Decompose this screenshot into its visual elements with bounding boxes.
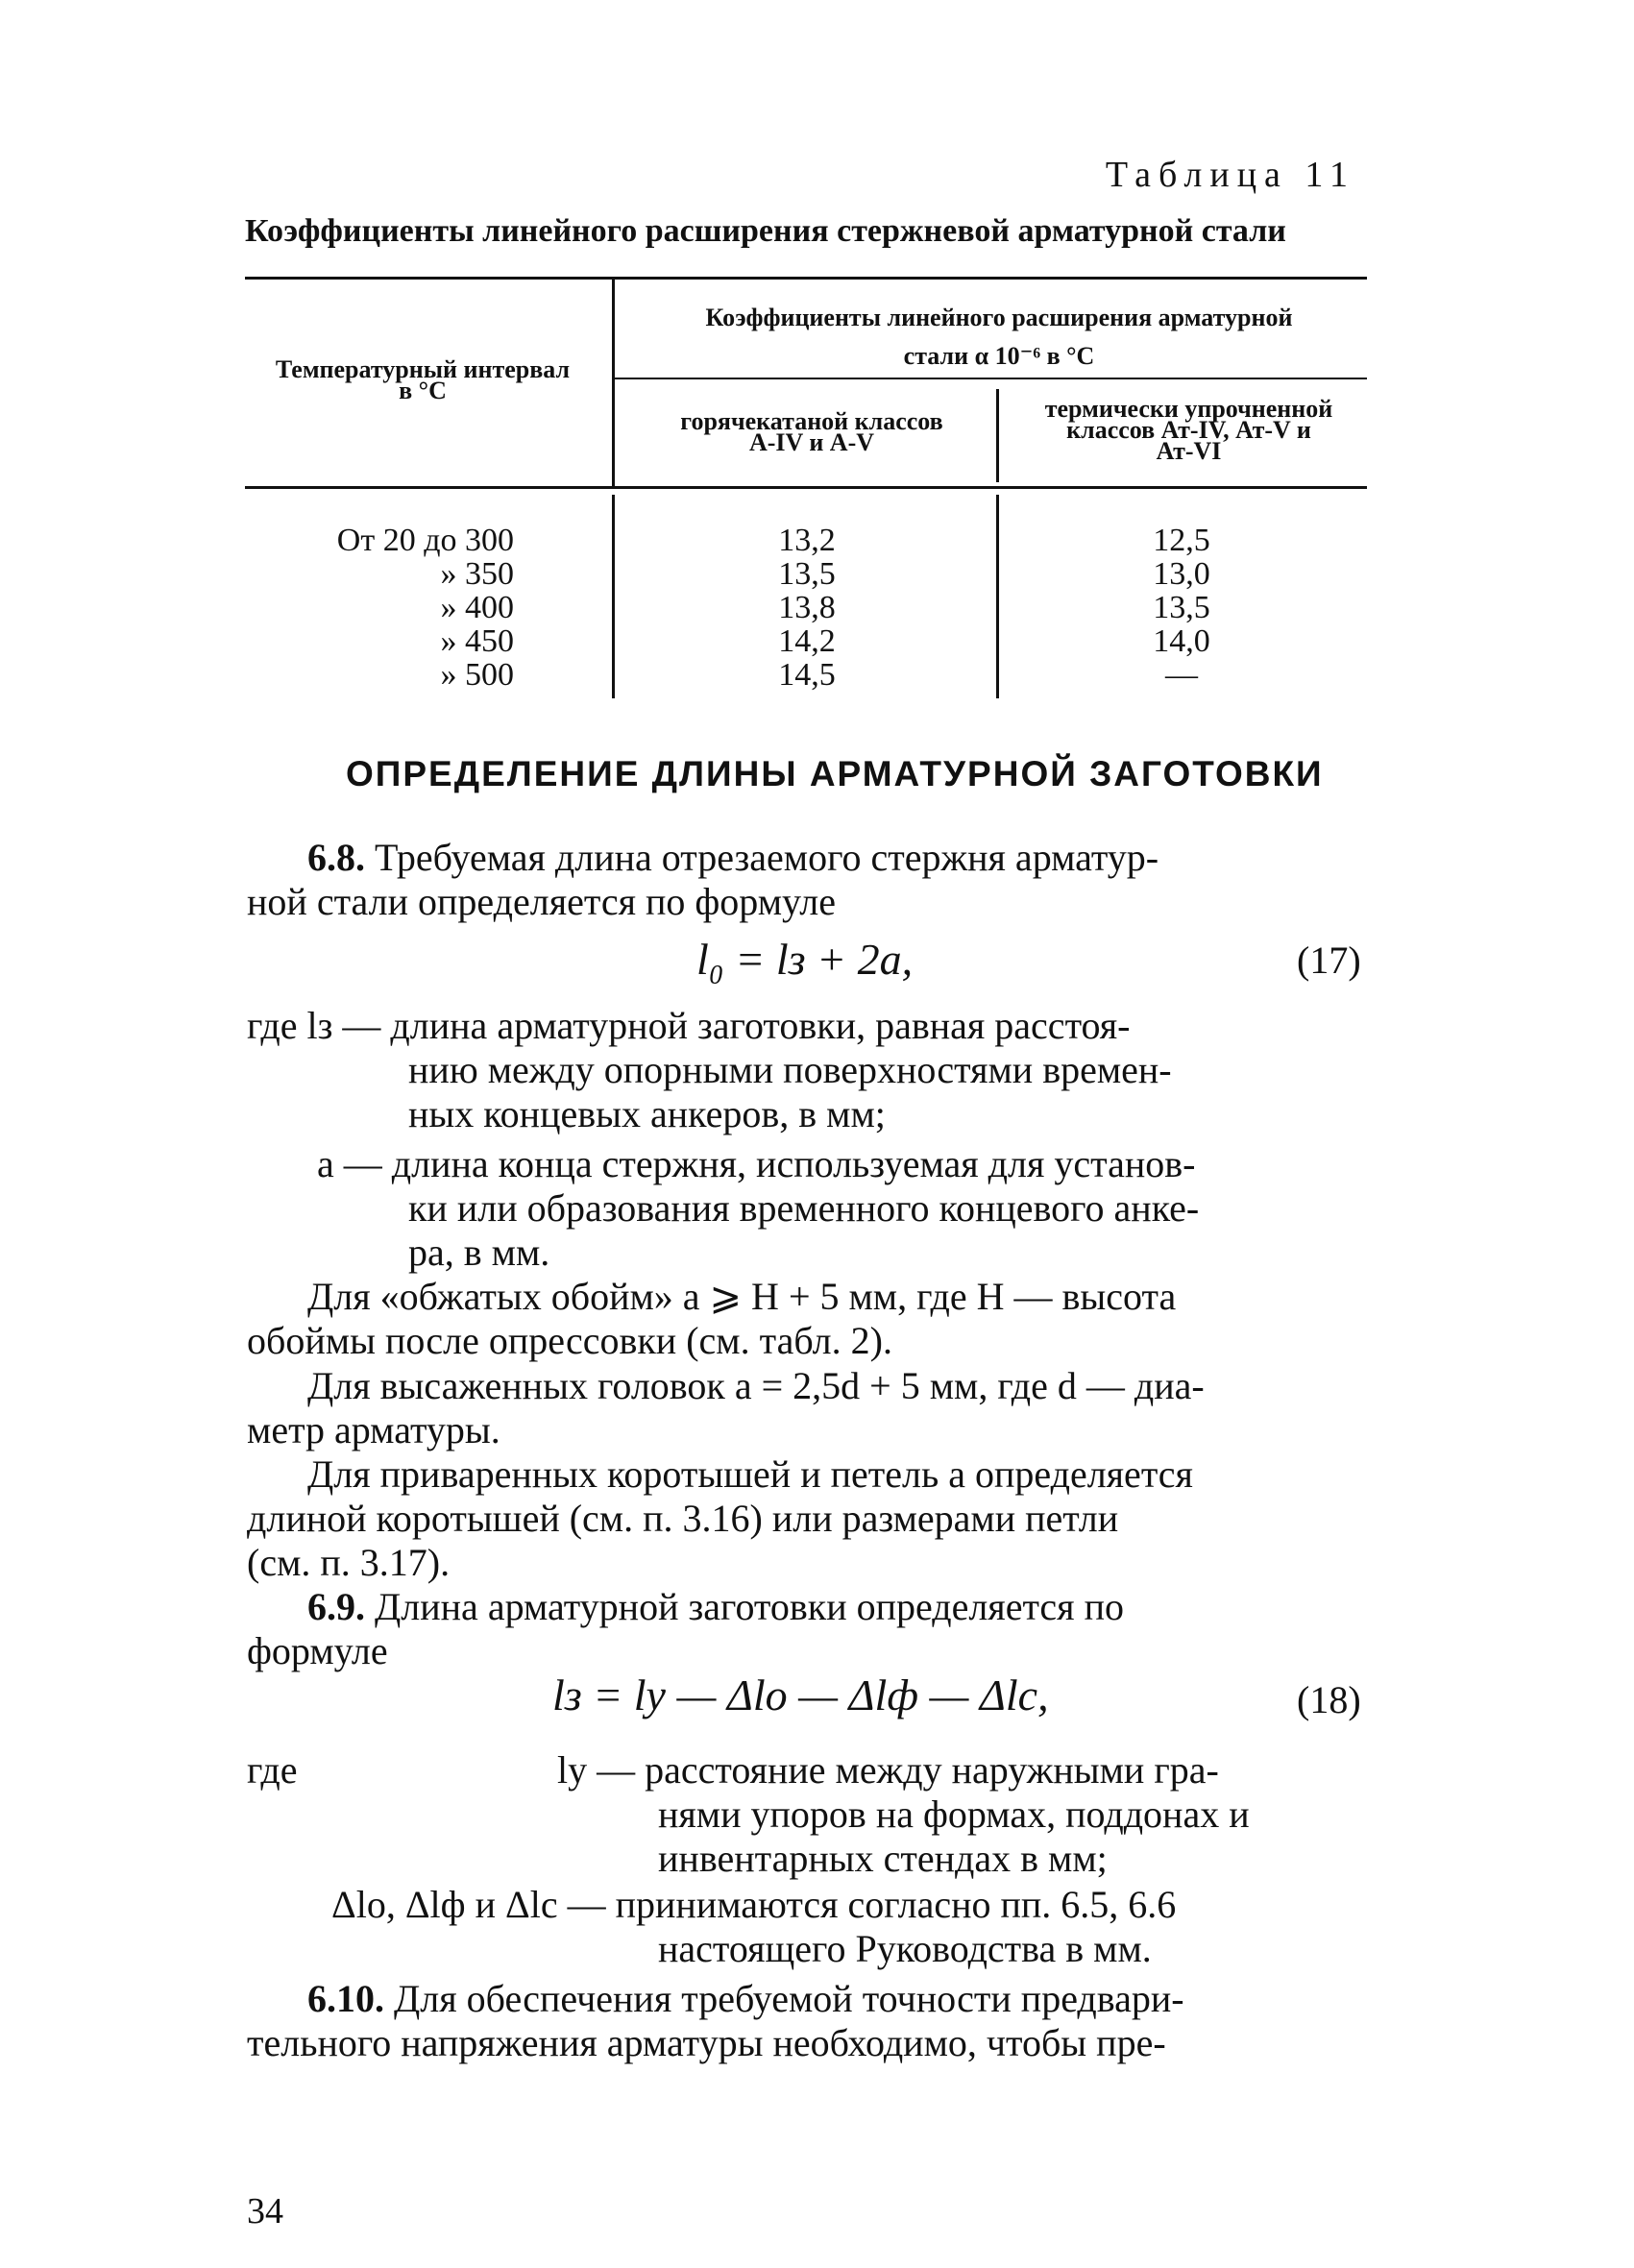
table-title: Коэффициенты линейного расширения стержневой арматурной стали [245, 213, 1286, 249]
where-label: где [247, 1748, 298, 1792]
table-row-temp: » 450 [440, 623, 514, 659]
table-row-temp: » 500 [440, 657, 514, 693]
table-row-temp: От 20 до 300 [336, 523, 514, 558]
header-coefficients: Коэффициенты линейного расширения арматурной стали α 10⁻⁶ в °С [705, 304, 1293, 370]
definition-line: ки или образования временного концевого анке- [408, 1186, 1200, 1230]
table-col-divider-1-body [612, 495, 615, 698]
table-col-divider-2-body [996, 495, 999, 698]
text-line: Для высаженных головок a = 2,5d + 5 мм, где d — диа- [307, 1364, 1205, 1407]
paragraph-6-10-line: 6.10. Для обеспечения требуемой точности предвари- [307, 1977, 1184, 2020]
paragraph-6-8-line: ной стали определяется по формуле [247, 880, 836, 923]
equation-number-18: (18) [1297, 1678, 1361, 1721]
table-col-divider-2 [996, 389, 999, 482]
table-cell-therm: 13,5 [1153, 590, 1210, 625]
table-cell-therm: 12,5 [1153, 523, 1210, 558]
paragraph-6-10-line: тельного напряжения арматуры необходимо, чтобы пре- [247, 2021, 1166, 2064]
paragraph-6-9-line: формуле [247, 1629, 388, 1672]
text-line: длиной коротышей (см. п. 3.16) или размерами петли [247, 1497, 1119, 1540]
formula-18: lз = lу — Δlо — Δlф — Δlс, [552, 1671, 1049, 1719]
definition-line: ных концевых анкеров, в мм; [408, 1092, 886, 1135]
text-line: Для приваренных коротышей и петель a определяется [307, 1452, 1193, 1496]
definition-line: нию между опорными поверхностями времен- [408, 1048, 1172, 1091]
table-cell-hot: 13,2 [778, 523, 836, 558]
text-line: Для «обжатых обойм» a ⩾ H + 5 мм, где H — высота [307, 1275, 1177, 1318]
text-line: (см. п. 3.17). [247, 1541, 451, 1584]
table-cell-hot: 14,5 [778, 657, 836, 693]
definition-line: ра, в мм. [408, 1231, 550, 1274]
table-cell-hot: 14,2 [778, 623, 836, 659]
paragraph-6-9-line: 6.9. Длина арматурной заготовки определяется по [307, 1585, 1124, 1628]
table-cell-therm: 13,0 [1153, 556, 1210, 592]
definition-line: lу — расстояние между наружными гра- [557, 1748, 1219, 1792]
table-header-inner-rule [615, 378, 1367, 379]
table-header-bottom-rule [245, 486, 1367, 489]
table-top-rule [245, 277, 1367, 280]
definition-line: нями упоров на формах, поддонах и [658, 1792, 1250, 1836]
paragraph-number: 6.8. [307, 836, 365, 879]
text-line: обоймы после опрессовки (см. табл. 2). [247, 1319, 892, 1362]
header-temperature: Температурный интервал в °С [275, 355, 571, 404]
header-thermally-hardened: термически упрочненной классов Ат-IV, Ат-V и Ат-VI [1044, 395, 1333, 465]
table-cell-hot: 13,5 [778, 556, 836, 592]
text-line: метр арматуры. [247, 1408, 500, 1451]
page-number: 34 [247, 2191, 283, 2231]
table-cell-hot: 13,8 [778, 590, 836, 625]
header-hot-rolled: горячекатаной классов A-IV и A-V [680, 407, 943, 456]
table-cell-therm: — [1165, 657, 1198, 693]
definition-line: где lз — длина арматурной заготовки, равная расстоя- [247, 1004, 1131, 1047]
table-row-temp: » 400 [440, 590, 514, 625]
definition-line: Δlо, Δlф и Δlс — принимаются согласно пп. 6.5, 6.6 [331, 1883, 1177, 1926]
section-heading: ОПРЕДЕЛЕНИЕ ДЛИНЫ АРМАТУРНОЙ ЗАГОТОВКИ [346, 754, 1324, 793]
paragraph-number: 6.9. [307, 1585, 365, 1628]
definition-line: настоящего Руководства в мм. [658, 1927, 1152, 1970]
equation-number-17: (17) [1297, 939, 1361, 982]
paragraph-6-8-line: 6.8. Требуемая длина отрезаемого стержня арматур- [307, 836, 1159, 879]
formula-17: l₀ = lз + 2a, [696, 935, 914, 984]
table-cell-therm: 14,0 [1153, 623, 1210, 659]
table-row-temp: » 350 [440, 556, 514, 592]
paragraph-number: 6.10. [307, 1977, 384, 2020]
definition-line: a — длина конца стержня, используемая для установ- [317, 1142, 1196, 1185]
table-label: Таблица 11 [1105, 155, 1355, 195]
definition-line: инвентарных стендах в мм; [658, 1837, 1108, 1880]
